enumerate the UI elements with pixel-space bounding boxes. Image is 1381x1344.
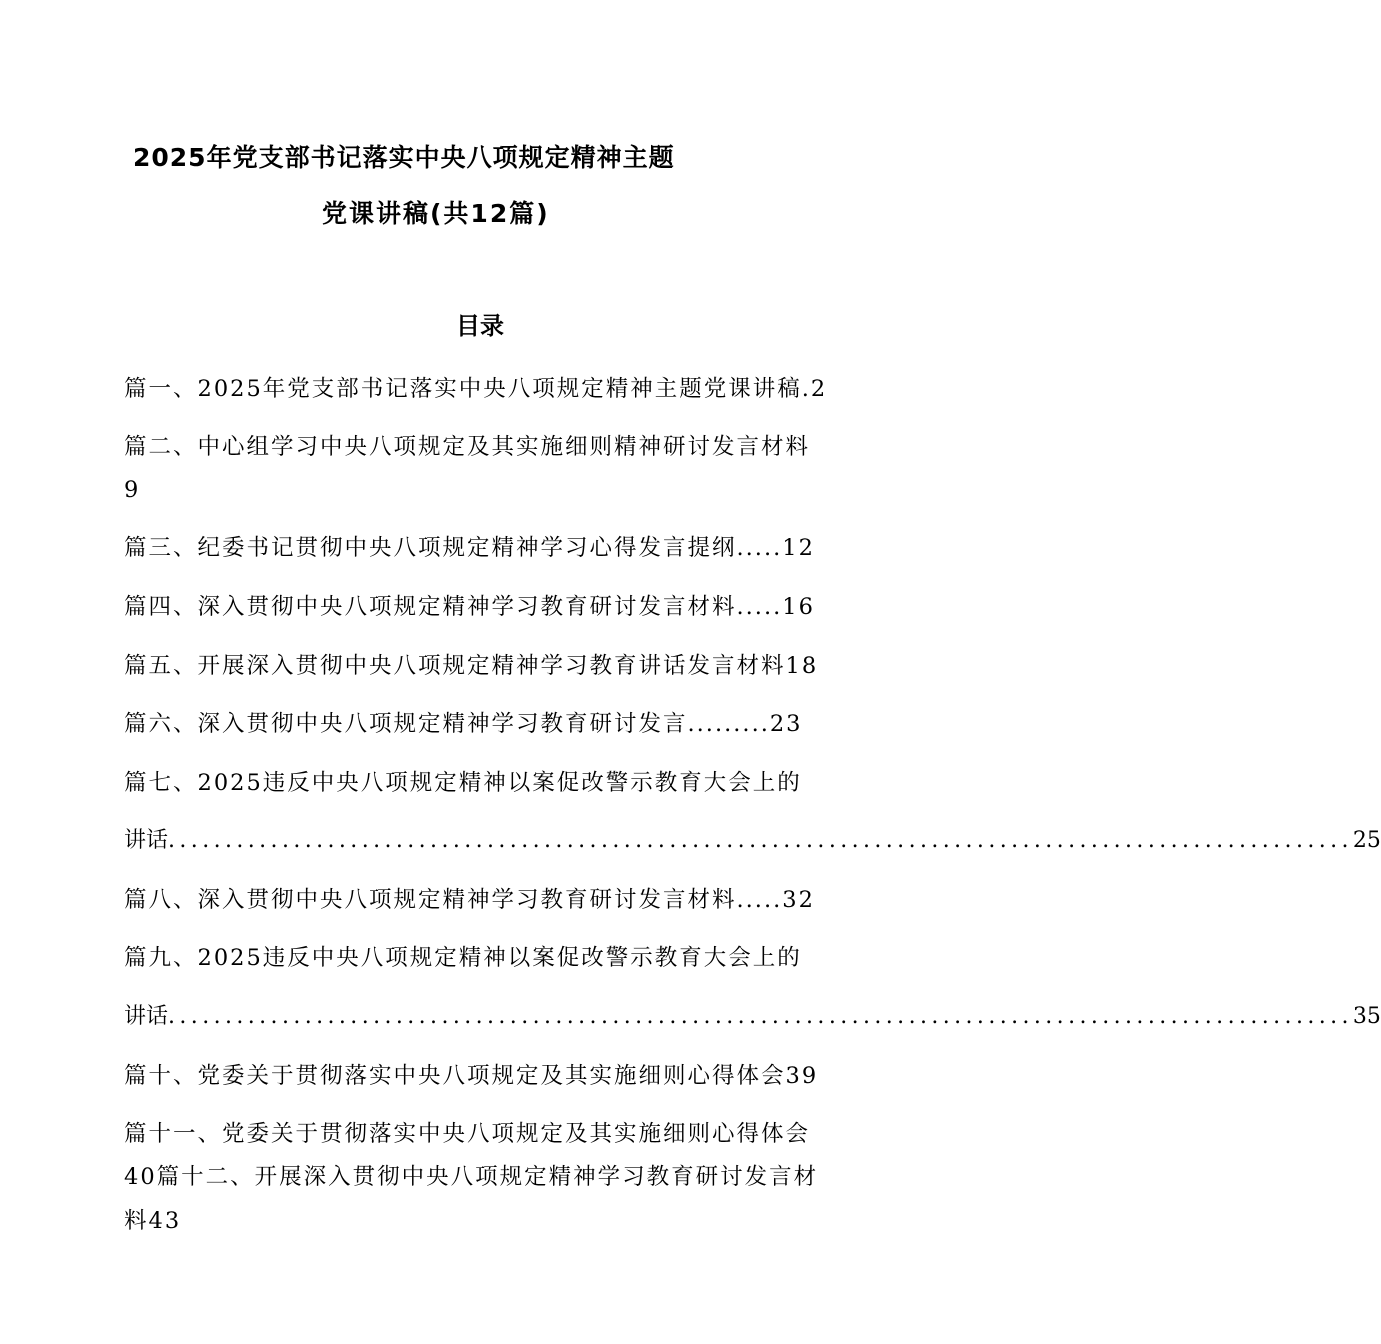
toc-entry-12-page: 料43 — [124, 1208, 182, 1234]
toc-heading: 目录 — [456, 312, 504, 340]
document-title-line-1: 2025年党支部书记落实中央八项规定精神主题 — [133, 143, 675, 172]
toc-entry-11-12: 40篇十二、开展深入贯彻中央八项规定精神学习教育研讨发言材 — [124, 1164, 819, 1190]
toc-entry-5: 篇五、开展深入贯彻中央八项规定精神学习教育讲话发言材料18 — [124, 653, 819, 679]
dot-leader: ........................................................................................................ — [168, 828, 1353, 853]
toc-entry-9-label: 讲话 — [124, 1004, 169, 1029]
dot-leader: ........................................................................................................ — [168, 1004, 1353, 1029]
toc-entry-7-label: 讲话 — [124, 828, 169, 853]
document-title-line-2: 党课讲稿(共12篇) — [322, 199, 550, 228]
toc-entry-9: 篇九、2025违反中央八项规定精神以案促改警示教育大会上的 — [124, 945, 802, 971]
toc-entry-3: 篇三、纪委书记贯彻中央八项规定精神学习心得发言提纲.....12 — [124, 535, 815, 561]
toc-entry-1: 篇一、2025年党支部书记落实中央八项规定精神主题党课讲稿.2 — [124, 376, 828, 402]
toc-entry-9-page: 35 — [1352, 1004, 1381, 1029]
toc-entry-8: 篇八、深入贯彻中央八项规定精神学习教育研讨发言材料.....32 — [124, 887, 815, 913]
toc-entry-7-page: 25 — [1352, 828, 1381, 853]
toc-entry-10: 篇十、党委关于贯彻落实中央八项规定及其实施细则心得体会39 — [124, 1063, 819, 1089]
toc-entry-7-leader — [124, 828, 1381, 853]
toc-entry-2: 篇二、中心组学习中央八项规定及其实施细则精神研讨发言材料 — [124, 434, 811, 460]
toc-entry-6: 篇六、深入贯彻中央八项规定精神学习教育研讨发言.........23 — [124, 711, 803, 737]
toc-entry-4: 篇四、深入贯彻中央八项规定精神学习教育研讨发言材料.....16 — [124, 594, 815, 620]
toc-entry-2-page: 9 — [124, 477, 139, 503]
toc-entry-9-leader — [124, 1004, 1381, 1029]
toc-entry-7: 篇七、2025违反中央八项规定精神以案促改警示教育大会上的 — [124, 770, 802, 796]
toc-entry-11: 篇十一、党委关于贯彻落实中央八项规定及其实施细则心得体会 — [124, 1121, 811, 1147]
